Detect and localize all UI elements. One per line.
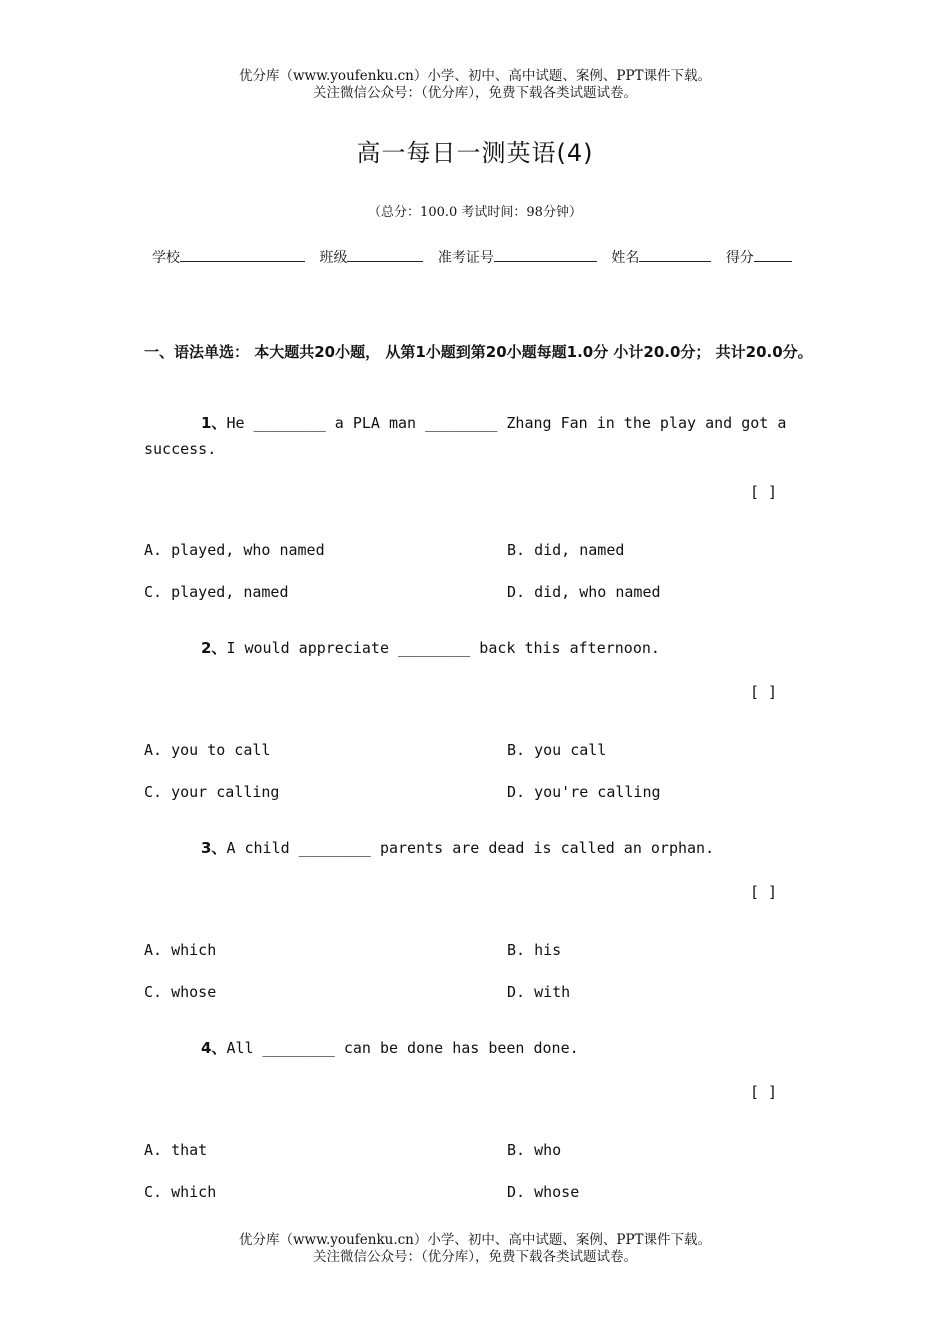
question-text: He ________ a PLA man ________ Zhang Fan in the play and got a success. <box>144 414 787 458</box>
header-line-2: 关注微信公众号：（优分库），免费下载各类试题试卷。 <box>313 85 637 101</box>
option-a[interactable]: A. that <box>144 1141 208 1159</box>
option-c[interactable]: C. which <box>144 1183 217 1201</box>
option-b[interactable]: B. his <box>507 941 562 959</box>
option-c[interactable]: C. whose <box>144 983 217 1001</box>
question-number: 3、 <box>201 839 227 857</box>
footer-line-1: 优分库（www.youfenku.cn）小学、初中、高中试题、案例、PPT课件下载。 <box>238 1232 712 1248</box>
option-c[interactable]: C. your calling <box>144 783 280 801</box>
score-label: 得分 <box>725 250 754 266</box>
answer-bracket[interactable]: [ ] <box>750 683 778 701</box>
option-b[interactable]: B. did, named <box>507 541 625 559</box>
question-number: 2、 <box>201 639 227 657</box>
question-number: 4、 <box>201 1039 227 1057</box>
score-blank[interactable] <box>754 248 792 262</box>
question-3 <box>144 835 809 861</box>
page-title: 高一每日一测英语(4) <box>356 139 594 167</box>
question-text: A child ________ parents are dead is called an orphan. <box>226 839 715 857</box>
header-line-1: 优分库（www.youfenku.cn）小学、初中、高中试题、案例、PPT课件下载。 <box>238 68 712 84</box>
class-blank[interactable] <box>347 248 423 262</box>
exam-meta: （总分：100.0 考试时间：98分钟） <box>368 205 582 220</box>
option-d[interactable]: D. did, who named <box>507 583 661 601</box>
class-label: 班级 <box>319 250 348 266</box>
question-4 <box>144 1035 809 1061</box>
student-info-fields <box>152 247 802 267</box>
option-a[interactable]: A. played, who named <box>144 541 325 559</box>
option-b[interactable]: B. you call <box>507 741 607 759</box>
name-blank[interactable] <box>639 248 711 262</box>
option-b[interactable]: B. who <box>507 1141 562 1159</box>
school-blank[interactable] <box>180 248 305 262</box>
answer-bracket[interactable]: [ ] <box>750 883 778 901</box>
name-label: 姓名 <box>611 250 640 266</box>
option-a[interactable]: A. you to call <box>144 741 271 759</box>
school-label: 学校 <box>152 250 180 266</box>
option-c[interactable]: C. played, named <box>144 583 289 601</box>
answer-bracket[interactable]: [ ] <box>750 1083 778 1101</box>
question-2 <box>144 635 809 661</box>
page-footer <box>0 1232 950 1266</box>
option-d[interactable]: D. you're calling <box>507 783 661 801</box>
page-header <box>0 68 950 102</box>
section-heading: 一、语法单选： 本大题共20小题， 从第1小题到第20小题每题1.0分 小计20.0分； 共计20.0分。 <box>144 343 813 361</box>
question-text: I would appreciate ________ back this afternoon. <box>226 639 660 657</box>
option-d[interactable]: D. whose <box>507 1183 580 1201</box>
option-d[interactable]: D. with <box>507 983 571 1001</box>
question-text: All ________ can be done has been done. <box>226 1039 579 1057</box>
option-a[interactable]: A. which <box>144 941 217 959</box>
ticket-blank[interactable] <box>494 248 597 262</box>
question-1 <box>144 410 809 462</box>
ticket-label: 准考证号 <box>437 250 494 266</box>
question-number: 1、 <box>201 414 227 432</box>
answer-bracket[interactable]: [ ] <box>750 483 778 501</box>
footer-line-2: 关注微信公众号：（优分库），免费下载各类试题试卷。 <box>313 1249 637 1265</box>
